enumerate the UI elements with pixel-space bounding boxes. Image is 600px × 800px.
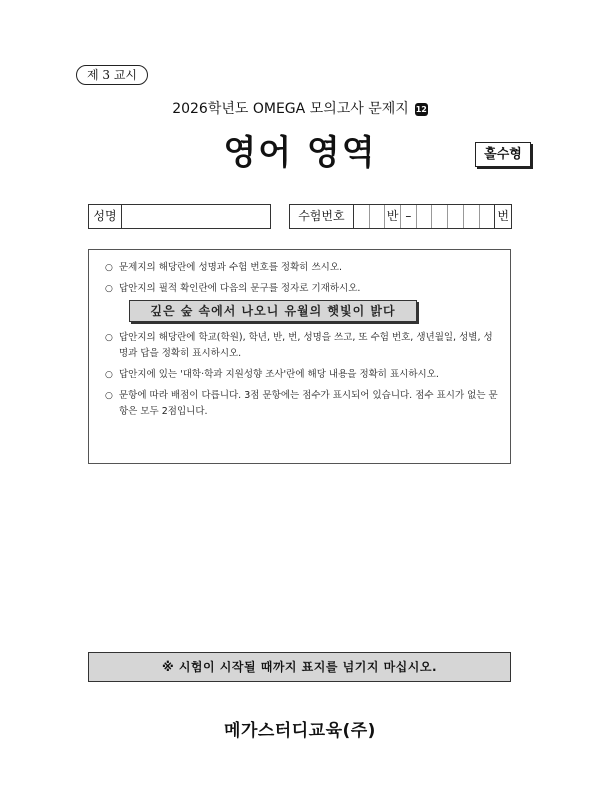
name-input-area	[122, 205, 270, 228]
instruction-text: 문제지의 해당란에 성명과 수험 번호를 정확히 쓰시오.	[119, 262, 343, 273]
instruction-item	[105, 388, 498, 420]
instruction-text: 답안지에 있는 '대학·학과 지원성향 조사'란에 해당 내용을 정확히 표시하시오.	[119, 369, 439, 380]
instruction-item	[105, 260, 498, 276]
circle-bullet-icon: ○	[105, 333, 113, 343]
exam-title: 2026학년도 OMEGA 모의고사 문제지	[172, 101, 409, 117]
booklet-number-badge: 12	[415, 105, 427, 114]
circle-bullet-icon: ○	[105, 263, 113, 273]
exam-header	[0, 100, 600, 118]
handwriting-phrase: 깊은 숲 속에서 나오니 유월의 햇빛이 밝다	[129, 300, 417, 322]
instruction-text: 문항에 따라 배점이 다릅니다. 3점 문항에는 점수가 표시되어 있습니다. 점수 표시가 없는 문항은 모두 2점입니다.	[119, 390, 498, 417]
number-label: 번	[497, 209, 509, 223]
name-field	[88, 204, 271, 229]
digit-cell	[354, 205, 370, 228]
instruction-item	[105, 330, 498, 362]
circle-bullet-icon: ○	[105, 391, 113, 401]
instruction-item	[105, 281, 498, 297]
digit-cell	[417, 205, 433, 228]
publisher-name: 메가스터디교육(주)	[224, 721, 376, 741]
circle-bullet-icon: ○	[105, 370, 113, 380]
instructions-box	[88, 249, 511, 464]
digit-cell	[480, 205, 496, 228]
digit-cell	[464, 205, 480, 228]
exam-number-label: 수험번호	[290, 205, 354, 228]
dash-separator: –	[401, 205, 417, 228]
instruction-text: 답안지의 필적 확인란에 다음의 문구를 정자로 기재하시오.	[119, 283, 361, 294]
instruction-text: 답안지의 해당란에 학교(학원), 학년, 반, 번, 성명을 쓰고, 또 수험 번호, 생년월일, 성별, 성명과 답을 정확히 표시하시오.	[119, 332, 493, 359]
exam-number-field	[289, 204, 512, 229]
circle-bullet-icon: ○	[105, 284, 113, 294]
session-badge: 제 3 교시	[76, 65, 148, 85]
class-label: 반	[385, 205, 401, 228]
digit-cell	[432, 205, 448, 228]
do-not-turn-notice: ※ 시험이 시작될 때까지 표지를 넘기지 마십시오.	[88, 652, 511, 682]
name-label: 성명	[89, 205, 122, 228]
subject-title: 영어 영역	[223, 133, 377, 173]
digit-cell	[448, 205, 464, 228]
form-type-badge: 홀수형	[475, 142, 531, 167]
instruction-item	[105, 367, 498, 383]
digit-cell	[370, 205, 386, 228]
